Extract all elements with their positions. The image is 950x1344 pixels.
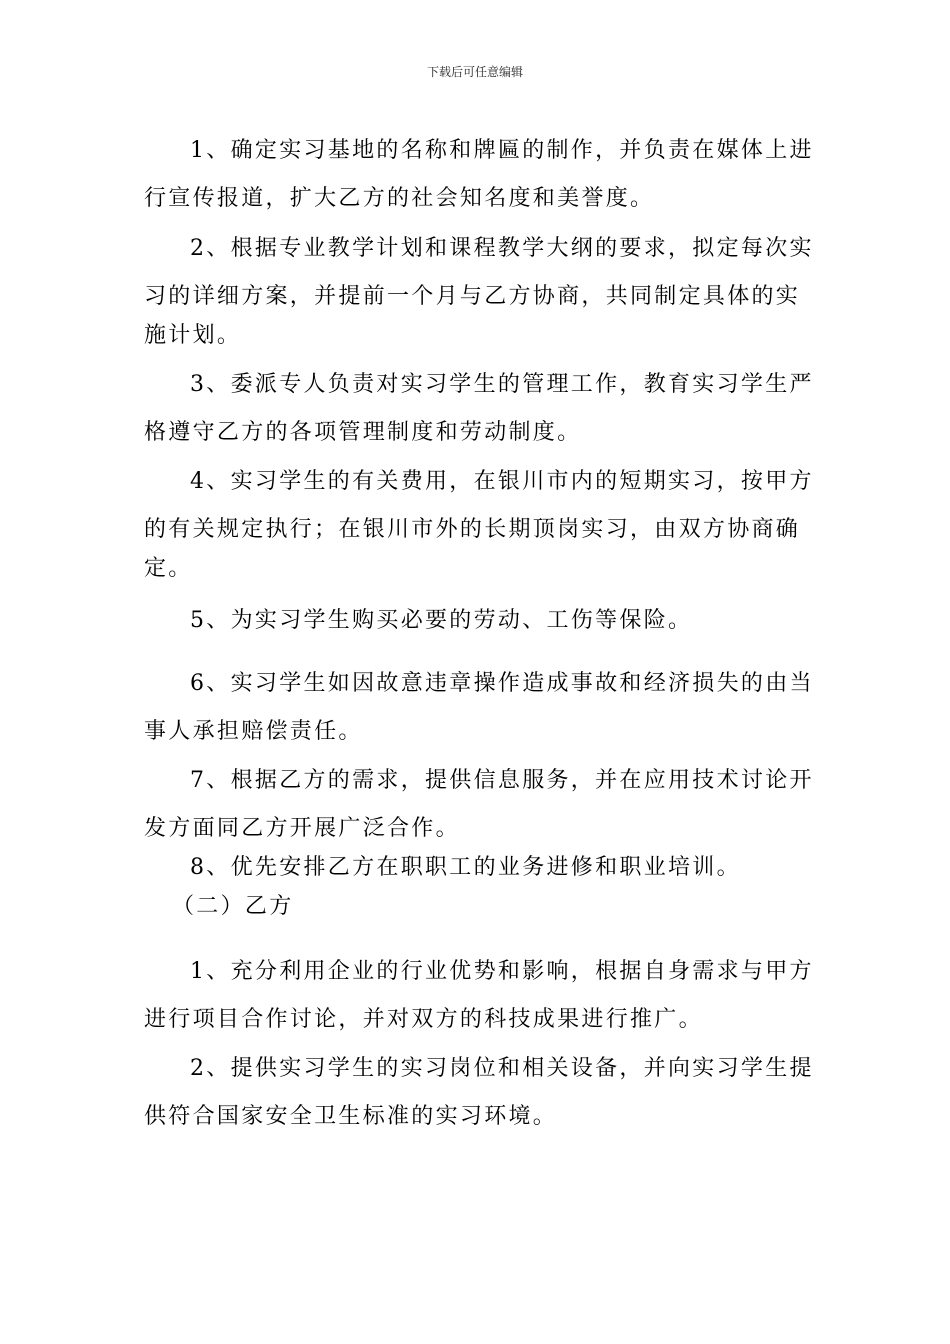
paragraph-line: 事人承担赔偿责任。 xyxy=(144,719,363,744)
paragraph-line: 7、根据乙方的需求，提供信息服务，并在应用技术讨论开 xyxy=(190,768,814,793)
paragraph-line: 行宣传报道，扩大乙方的社会知名度和美誉度。 xyxy=(144,186,655,211)
paragraph-line: 施计划。 xyxy=(144,323,242,348)
page-header: 下载后可任意编辑 xyxy=(426,65,523,79)
paragraph-line: 2、根据专业教学计划和课程教学大纲的要求，拟定每次实 xyxy=(190,236,814,261)
paragraph-line: 5、为实习学生购买必要的劳动、工伤等保险。 xyxy=(190,608,693,633)
paragraph-line: 1、充分利用企业的行业优势和影响，根据自身需求与甲方 xyxy=(190,959,814,984)
paragraph-line: 格遵守乙方的各项管理制度和劳动制度。 xyxy=(144,420,582,445)
paragraph-line: 供符合国家安全卫生标准的实习环境。 xyxy=(144,1104,558,1129)
paragraph-line: 2、提供实习学生的实习岗位和相关设备，并向实习学生提 xyxy=(190,1056,814,1081)
paragraph-line: 习的详细方案，并提前一个月与乙方协商，共同制定具体的实 xyxy=(144,284,801,309)
paragraph-line: 定。 xyxy=(144,556,193,581)
paragraph-line: 8、优先安排乙方在职职工的业务进修和职业培训。 xyxy=(190,855,741,880)
paragraph-line: 的有关规定执行；在银川市外的长期顶岗实习，由双方协商确 xyxy=(144,517,801,542)
paragraph-line: 6、实习学生如因故意违章操作造成事故和经济损失的由当 xyxy=(190,671,814,696)
paragraph-line: 4、实习学生的有关费用，在银川市内的短期实习，按甲方 xyxy=(190,469,814,494)
paragraph-line: 3、委派专人负责对实习学生的管理工作，教育实习学生严 xyxy=(190,372,814,397)
section-heading: （二）乙方 xyxy=(172,894,294,919)
paragraph-line: 发方面同乙方开展广泛合作。 xyxy=(144,816,460,841)
paragraph-line: 进行项目合作讨论，并对双方的科技成果进行推广。 xyxy=(144,1007,703,1032)
paragraph-line: 1、确定实习基地的名称和牌匾的制作，并负责在媒体上进 xyxy=(190,138,814,163)
